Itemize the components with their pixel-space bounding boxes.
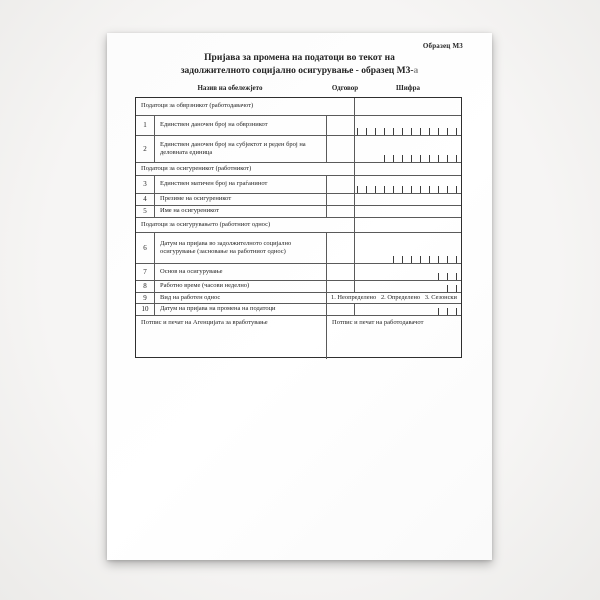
answer-cell	[326, 194, 354, 205]
form-table	[135, 97, 462, 358]
section-header-insurance	[136, 218, 461, 233]
row-number: 6	[143, 243, 147, 252]
row-label: Основ на осигурување	[154, 264, 326, 280]
form-page	[107, 33, 492, 560]
code-cell	[354, 176, 461, 193]
column-header-code: Шифра	[396, 84, 420, 92]
code-comb	[355, 176, 461, 193]
code-cell	[354, 206, 461, 217]
code-comb	[355, 116, 461, 135]
row-label: Работно време (часови неделно)	[154, 281, 326, 292]
code-comb	[355, 281, 461, 292]
form-title	[107, 52, 492, 78]
form-title-line1: Пријава за промена на податоци во текот на	[204, 53, 395, 63]
table-row	[136, 206, 461, 218]
row-number: 1	[143, 121, 147, 130]
table-row	[136, 264, 461, 281]
table-row	[136, 116, 461, 136]
code-comb	[355, 233, 461, 263]
answer-cell	[326, 136, 354, 162]
section-title: Податоци за осигурувањето (работниот однос)	[141, 220, 271, 228]
row-label: Единствен матичен број на граѓанинот	[154, 176, 326, 193]
code-cell	[354, 281, 461, 292]
answer-cell	[326, 281, 354, 292]
code-comb	[355, 264, 461, 280]
row-label: Презиме на осигуреникот	[154, 194, 326, 205]
row-label: Датум на пријава во задолжителното социјално осигурување (засновање на работниот однос)	[154, 233, 326, 263]
section-title: Податоци за обврзникот (работодавачот)	[141, 102, 254, 110]
form-title-line2: задолжителното социјално осигурување - образец М3-а	[180, 66, 419, 76]
table-row	[136, 304, 461, 316]
answer-cell	[326, 116, 354, 135]
answer-cell	[326, 304, 354, 315]
row-number: 5	[143, 207, 147, 216]
row-number: 2	[143, 144, 147, 153]
row-number: 3	[143, 180, 147, 189]
table-row	[136, 136, 461, 163]
code-cell	[354, 304, 461, 315]
code-cell	[354, 233, 461, 263]
section-header-insured	[136, 163, 461, 176]
table-row	[136, 233, 461, 264]
row-label: Датум на пријава на промена на податоци	[154, 304, 326, 315]
form-title-suffix: а	[413, 66, 419, 76]
code-comb	[355, 304, 461, 315]
code-cell	[354, 116, 461, 135]
answer-cell	[326, 176, 354, 193]
column-header-name: Назив на обележјето	[197, 84, 263, 92]
table-row	[136, 176, 461, 194]
table-row	[136, 293, 461, 304]
row-label: Единствен даночен број на субјектот и реден број на деловната единица	[154, 136, 326, 162]
form-code-label: Образец М3	[422, 42, 463, 50]
table-row	[136, 281, 461, 293]
code-cell	[354, 136, 461, 162]
row-number: 9	[143, 293, 147, 302]
section-header-employer	[136, 98, 461, 116]
row-number: 7	[143, 267, 147, 276]
row-label: Име на осигуреникот	[154, 206, 326, 217]
answer-options: 1. Неопределено 2. Определено 3. Сезонски	[326, 293, 461, 303]
code-cell	[354, 194, 461, 205]
code-cell	[354, 264, 461, 280]
row-number: 10	[141, 305, 149, 314]
code-cell	[354, 218, 461, 232]
answer-cell	[326, 264, 354, 280]
row-label: Вид на работен однос	[154, 293, 326, 303]
table-row	[136, 194, 461, 206]
signature-employer: Потпис и печат на работодавачот	[326, 316, 461, 359]
row-number: 4	[143, 195, 147, 204]
code-cell	[354, 98, 461, 115]
row-number: 8	[143, 282, 147, 291]
section-title: Податоци за осигуреникот (работникот)	[141, 164, 252, 172]
code-comb	[355, 136, 461, 162]
signature-agency: Потпис и печат на Агенцијата за вработување	[141, 319, 268, 326]
answer-cell	[326, 206, 354, 217]
row-label: Единствен даночен број на обврзникот	[154, 116, 326, 135]
answer-cell	[326, 233, 354, 263]
column-header-answer: Одговор	[331, 84, 359, 92]
signature-row	[136, 316, 461, 359]
code-cell	[354, 163, 461, 175]
